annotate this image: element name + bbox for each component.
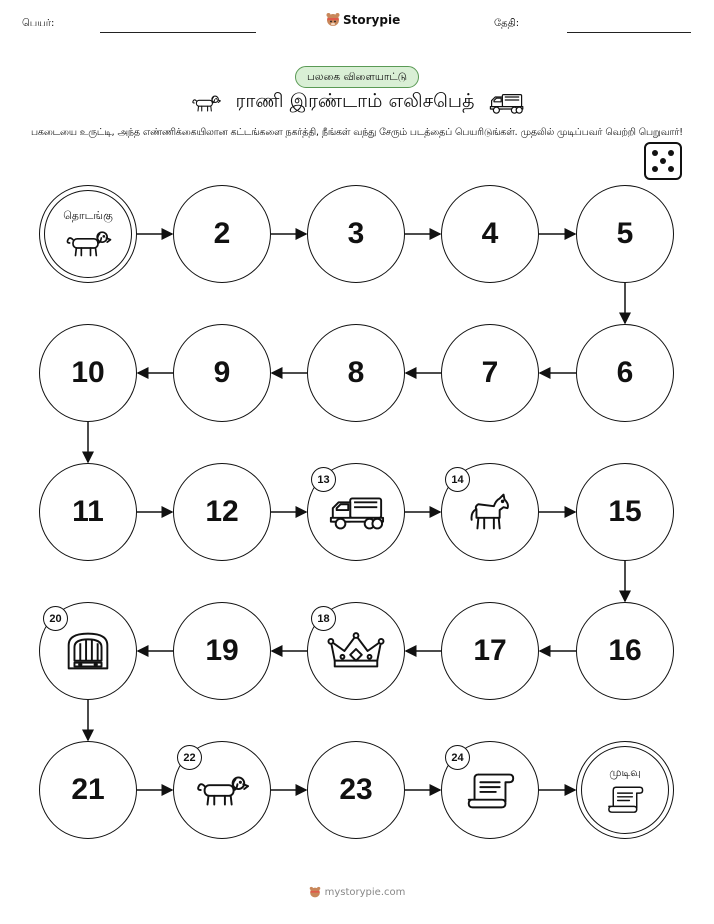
- board-cell-18: [307, 602, 405, 700]
- cell-number: 12: [205, 495, 239, 528]
- cell-number-tag: 18: [311, 606, 336, 631]
- board-cell-4: [441, 185, 539, 283]
- board-cell-13: [307, 463, 405, 561]
- cell-number-tag: 13: [311, 467, 336, 492]
- board-cell-23: [307, 741, 405, 839]
- board-cell-3: [307, 185, 405, 283]
- cell-number: 7: [481, 356, 499, 389]
- board-cell-11: [39, 463, 137, 561]
- cell-number: 23: [339, 773, 373, 806]
- cell-number-tag: 22: [177, 745, 202, 770]
- board-cell-6: [576, 324, 674, 422]
- start-label: தொடங்கு: [63, 208, 113, 222]
- board-cell-10: [39, 324, 137, 422]
- cell-number-tag: 20: [43, 606, 68, 631]
- cell-number-tag: 24: [445, 745, 470, 770]
- board-cell-2: [173, 185, 271, 283]
- cell-number: 9: [213, 356, 231, 389]
- radio-icon: [59, 629, 117, 673]
- cell-number-tag: 14: [445, 467, 470, 492]
- horse-icon: [461, 490, 519, 534]
- finish-label: முடிவு: [609, 765, 641, 779]
- cell-number: 5: [616, 217, 634, 250]
- cell-number: 8: [347, 356, 365, 389]
- start-cell: [39, 185, 137, 283]
- cell-number: 6: [616, 356, 634, 389]
- cell-number: 2: [213, 217, 231, 250]
- board-cell-21: [39, 741, 137, 839]
- storypie-bear-icon: [309, 886, 321, 899]
- dog-icon: [193, 768, 251, 812]
- instructions: பகடையை உருட்டி, அந்த எண்ணிக்கையிலான கட்டங்களை நகர்த்தி, நீங்கள் வந்து சேரும் படத்தைப் பெயரிடுங்கள். முதலில் முடிப்பவர் வெற்றி பெறுவார்!: [30, 127, 684, 138]
- cell-number: 17: [473, 634, 507, 667]
- board-cell-20: [39, 602, 137, 700]
- game-type-badge: பலகை விளையாட்டு: [295, 66, 419, 88]
- board-cell-16: [576, 602, 674, 700]
- board-cell-17: [441, 602, 539, 700]
- date-label: தேதி:: [494, 18, 520, 29]
- brand-name: Storypie: [343, 13, 401, 27]
- cell-number: 3: [347, 217, 365, 250]
- board-cell-8: [307, 324, 405, 422]
- board-cell-15: [576, 463, 674, 561]
- finish-cell: [576, 741, 674, 839]
- cell-number: 15: [608, 495, 642, 528]
- board-cell-14: [441, 463, 539, 561]
- footer: [0, 886, 714, 899]
- cell-number: 4: [481, 217, 499, 250]
- cell-number: 10: [71, 356, 105, 389]
- cell-number: 21: [71, 773, 105, 806]
- board-cell-12: [173, 463, 271, 561]
- page-title-text: ராணி இரண்டாம் எலிசபெத்: [235, 90, 475, 112]
- truck-icon: [327, 490, 385, 534]
- board-cell-5: [576, 185, 674, 283]
- cell-number: 16: [608, 634, 642, 667]
- board-cell-7: [441, 324, 539, 422]
- board-cell-19: [173, 602, 271, 700]
- cell-number: 11: [72, 495, 104, 528]
- board-cell-24: [441, 741, 539, 839]
- cell-number: 19: [205, 634, 239, 667]
- dog-icon: [63, 226, 113, 260]
- board-cell-9: [173, 324, 271, 422]
- footer-url: mystorypie.com: [324, 887, 406, 898]
- name-label: பெயர்:: [22, 18, 55, 29]
- board-cell-22: [173, 741, 271, 839]
- scroll-icon: [461, 768, 519, 812]
- crown-icon: [327, 629, 385, 673]
- scroll-icon: [603, 783, 647, 815]
